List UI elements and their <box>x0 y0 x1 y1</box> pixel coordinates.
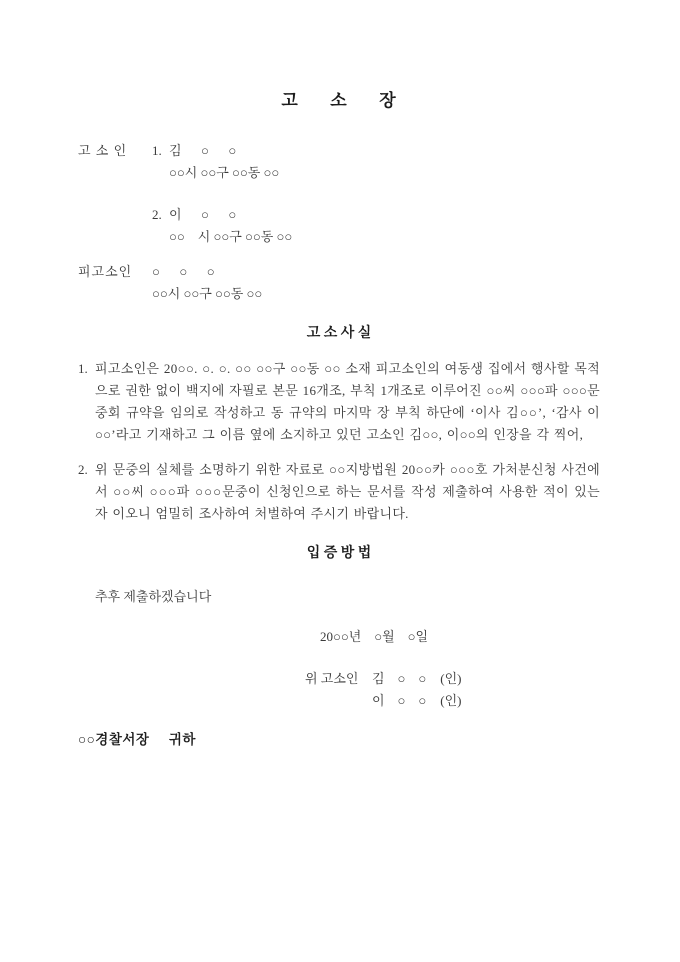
complainant-2-number: 2. <box>152 207 162 222</box>
evidence-heading: 입 증 방 법 <box>306 546 372 561</box>
complainant-1-name: 김 ○ ○ <box>169 143 237 158</box>
complainant-1-row <box>78 140 600 162</box>
fact-item-1 <box>78 358 600 446</box>
fact-1-number: 1. <box>78 361 88 376</box>
signature-label-spacer <box>305 690 372 712</box>
facts-heading: 고 소 사 실 <box>306 326 372 341</box>
complainant-2-address: ○○ 시 ○○구 ○○동 ○○ <box>169 229 293 244</box>
signature-label: 위 고소인 <box>305 671 359 686</box>
date-line: 20○○년 ○월 ○일 <box>320 629 429 644</box>
complainant-1-number: 1. <box>152 143 162 158</box>
signature-row-1 <box>305 668 600 690</box>
complainant-label: 고 소 인 <box>78 143 128 158</box>
signature-row-2 <box>305 690 600 712</box>
accused-label: 피고소인 <box>78 264 133 279</box>
signature-block <box>305 668 600 712</box>
accused-row <box>78 261 600 283</box>
signature-1-name: 김 ○ ○ <box>372 671 427 686</box>
complainant-label-spacer <box>78 204 152 226</box>
fact-2-number: 2. <box>78 462 88 477</box>
evidence-body: 추후 제출하겠습니다 <box>95 589 212 604</box>
fact-item-2 <box>78 459 600 525</box>
signature-2-name: 이 ○ ○ <box>372 693 427 708</box>
fact-1-text: 피고소인은 20○○. ○. ○. ○○ ○○구 ○○동 ○○ 소재 피고소인의 여동생 집에서 행사할 목적으로 권한 없이 백지에 자필로 본문 16개조, 부칙 1개조로 이루어진 ○○씨 ○○○파 ○○○문중회 규약을 임의로 작성하고 동 규약의 마지막 장 부칙 하단에 ‘이사 김○○’, ‘감사 이○○’라고 기재하고 그 이름 옆에 소지하고 있던 고소인 김○○, 이○○의 인장을 각 찍어, <box>95 361 600 442</box>
recipient-line: ○○경찰서장 귀하 <box>78 732 196 747</box>
complainant-2-name: 이 ○ ○ <box>169 207 237 222</box>
fact-2-text: 위 문중의 실체를 소명하기 위한 자료로 ○○지방법원 20○○카 ○○○호 가처분신청 사건에서 ○○씨 ○○○파 ○○○문중이 신청인으로 하는 문서를 작성 제출하여 사용한 적이 있는 자 이오니 엄밀히 조사하여 처벌하여 주시기 바랍니다. <box>95 462 600 521</box>
signature-2-seal: (인) <box>440 693 462 708</box>
complainant-1-address: ○○시 ○○구 ○○동 ○○ <box>169 165 280 180</box>
accused-address: ○○시 ○○구 ○○동 ○○ <box>152 286 263 301</box>
accused-name: ○ ○ ○ <box>152 264 215 279</box>
signature-1-seal: (인) <box>440 671 462 686</box>
document-title: 고 소 장 <box>281 91 397 110</box>
complainant-2-row <box>78 204 600 226</box>
